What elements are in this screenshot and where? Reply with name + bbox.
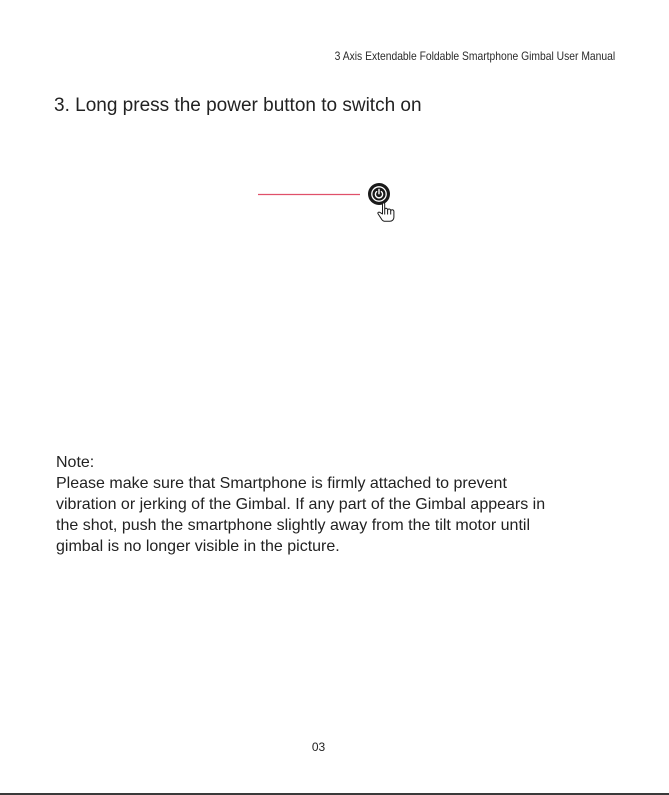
- hand-pointer-icon: [378, 203, 394, 221]
- power-button-diagram: [250, 178, 410, 228]
- power-icon: [368, 183, 390, 205]
- note-line: gimbal is no longer visible in the picture.: [56, 538, 340, 555]
- note-line: vibration or jerking of the Gimbal. If any part of the Gimbal appears in: [56, 496, 546, 513]
- note-line: the shot, push the smartphone slightly away from the tilt motor until: [56, 517, 531, 534]
- power-button-illustration: [250, 178, 410, 228]
- step-heading: 3. Long press the power button to switch on: [54, 95, 422, 116]
- running-header: 3 Axis Extendable Foldable Smartphone Gimbal User Manual: [334, 49, 615, 63]
- note-label: Note:: [56, 454, 95, 471]
- note-line: Please make sure that Smartphone is firmly attached to prevent: [56, 475, 507, 492]
- note-block: [56, 452, 616, 557]
- page-number: 03: [311, 740, 326, 754]
